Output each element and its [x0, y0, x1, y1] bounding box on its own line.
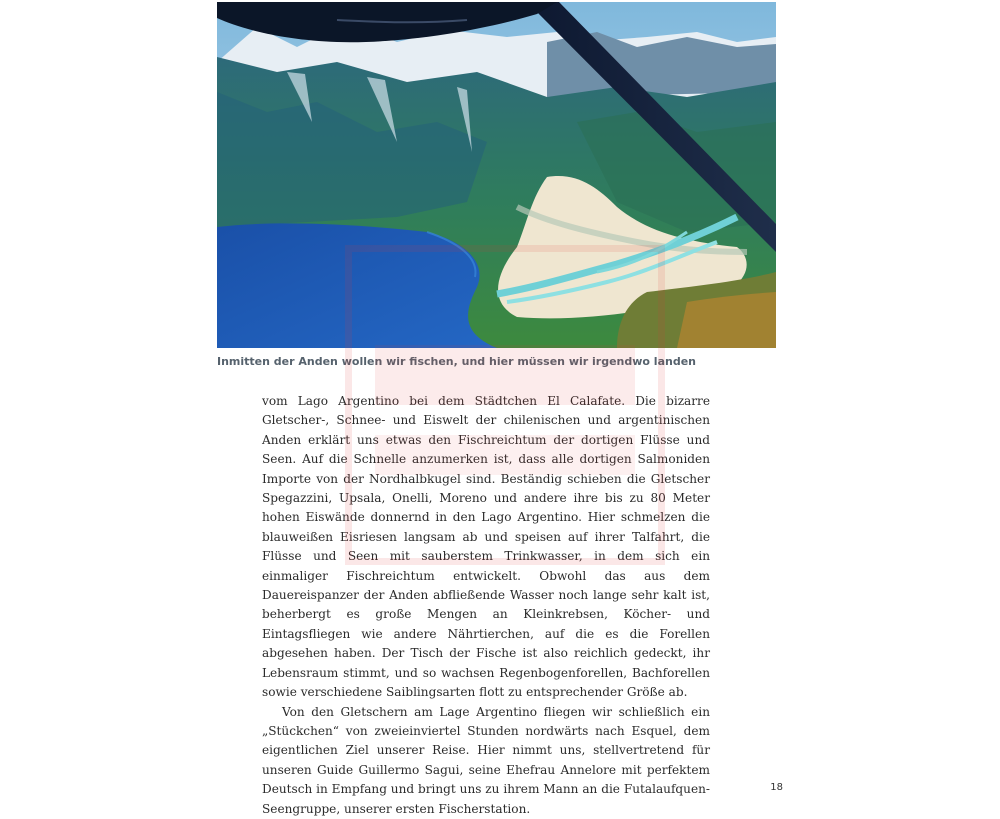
paragraph: Von den Gletschern am Lage Argentino fliegen wir schließlich ein „Stückchen“ von zweieinviertel Stunden nordwärts nach Esquel, dem eigentlichen Ziel unserer Reise. Hier nimmt uns, stellvertretend für unseren Guide Guillermo Sagui, seine Ehefrau Annelore mit perfektem Deutsch in Empfang und bringt uns zu ihrem Mann an die Futalaufquen-Seengruppe, unserer ersten Fischerstation.	[262, 704, 710, 816]
page-number: 18	[770, 782, 783, 793]
photo-caption: Inmitten der Anden wollen wir fischen, und hier müssen wir irgendwo landen	[217, 355, 696, 368]
body-text	[262, 392, 710, 819]
aerial-photo	[217, 2, 776, 348]
paragraph: vom Lago Argentino bei dem Städtchen El Calafate. Die bizarre Gletscher-, Schnee- und Eiswelt der chilenischen und argentinischen Anden erklärt uns etwas den Fischreichtum der dortigen Flüsse und Seen. Auf die Schnelle anzumerken ist, dass alle dortigen Salmoniden Importe von der Nordhalbkugel sind. Beständig schieben die Gletscher Spegazzini, Upsala, Onelli, Moreno und andere ihre bis zu 80 Meter hohen Eiswände donnernd in den Lago Argentino. Hier schmelzen die blauweißen Eisriesen langsam ab und speisen auf ihrer Talfahrt, die Flüsse und Seen mit sauberstem Trinkwasser, in dem sich ein einmaliger Fischreichtum entwickelt. Obwohl das aus dem Dauereispanzer der Anden abfließende Wasser noch lange sehr kalt ist, beherbergt es große Mengen an Kleinkrebsen, Köcher- und Eintagsfliegen wie andere Nährtierchen, auf die es die Forellen abgesehen haben. Der Tisch der Fische ist also reichlich gedeckt, ihr Lebensraum stimmt, und so wachsen Regenbogenforellen, Bachforellen sowie verschiedene Saiblingsarten flott zu entsprechender Größe ab.	[262, 394, 710, 700]
